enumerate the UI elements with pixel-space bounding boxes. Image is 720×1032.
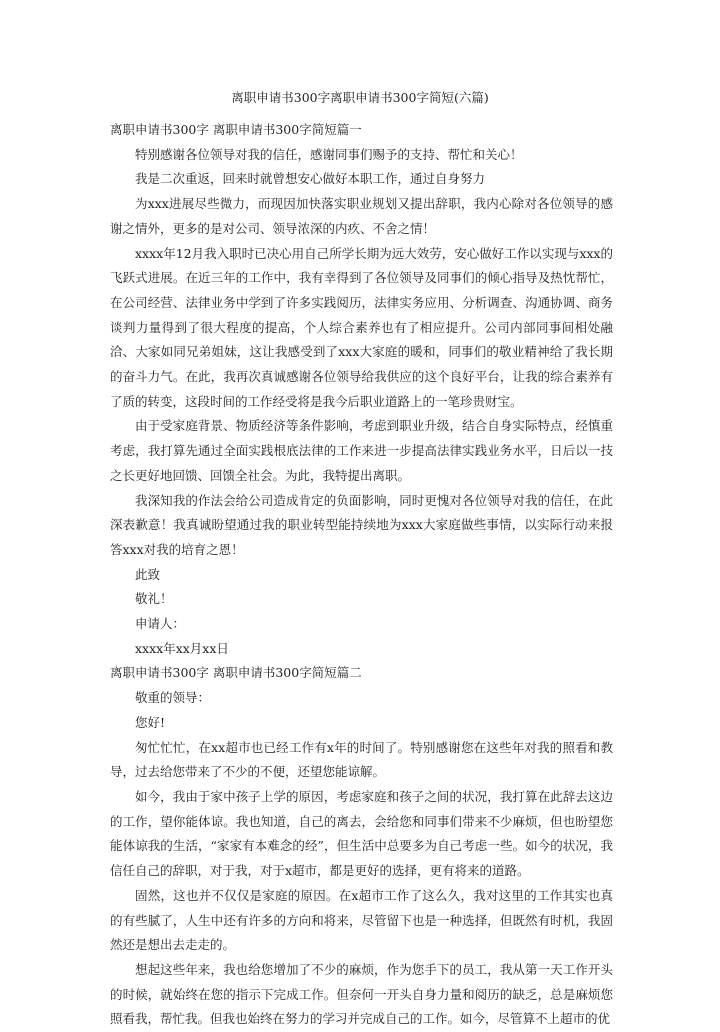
paragraph: 特别感谢各位领导对我的信任，感谢同事们赐予的支持、帮忙和关心！ <box>135 146 523 162</box>
greeting-line: 您好! <box>135 714 166 730</box>
closing-respect: 敬礼！ <box>135 591 173 607</box>
section-heading: 离职申请书300字 离职申请书300字简短篇一 <box>110 122 362 137</box>
document-body <box>110 118 613 1032</box>
greeting-line: 敬重的领导： <box>135 690 211 706</box>
paragraph: 匆忙忙忙，在xx超市也已经工作有x年的时间了。特别感谢您在这些年对我的照看和教导，过去给您带来了不少的不便，还望您能谅解。 <box>110 739 613 780</box>
document-title: 离职申请书300字离职申请书300字简短(六篇) <box>231 90 489 105</box>
paragraph: 固然，这也并不仅仅是家庭的原因。在x超市工作了这么久，我对这里的工作其实也真的有些腻了，人生中还有许多的方向和将来，尽管留下也是一种选择，但既然有时机，我固然还是想出去走走的。 <box>110 887 613 953</box>
applicant-label: 申请人： <box>135 616 186 632</box>
paragraph: 想起这些年来，我也给您增加了不少的麻烦，作为您手下的员工，我从第一天工作开头的时候，就始终在您的指示下完成工作。但奈何一开头自身力量和阅历的缺乏，总是麻烦您照看我，帮忙我。但我也始终在努力的学习并完成自己的工作。如今，尽管算不上超市的优 <box>110 961 613 1027</box>
section-heading: 离职申请书300字 离职申请书300字简短篇二 <box>110 665 362 681</box>
paragraph: 如今，我由于家中孩子上学的原因，考虑家庭和孩子之间的状况，我打算在此辞去这边的工作，望你能体谅。我也知道，自己的离去，会给您和同事们带来不少麻烦，但也盼望您能体谅我的生活，“家家有本难念的经”，但生活中总要多为自己考虑一些。如今的状况，我信任自己的辞职，对于我，对于x超市，都是更好的选择，更有将来的道路。 <box>110 788 613 879</box>
paragraph: 我是二次重返，回来时就曾想安心做好本职工作，通过自身努力 <box>135 171 486 187</box>
paragraph: 为xxx进展尽些微力，而现因加快落实职业规划又提出辞职，我内心除对各位领导的感谢之情外，更多的是对公司、领导浓深的内疚、不舍之情！ <box>110 196 613 236</box>
signature-date: xxxx年xx月xx日 <box>135 640 229 656</box>
paragraph: 由于受家庭背景、物质经济等条件影响，考虑到职业升级，结合自身实际特点，经慎重考虑，我打算先通过全面实践根底法律的工作来进一步提高法律实践业务水平，日后以一技之长更好地回馈、回馈全社会。为此，我特提出离职。 <box>110 418 613 483</box>
paragraph: xxxx年12月我入职时已决心用自己所学长期为远大效劳，安心做好工作以实现与xxx的飞跃式进展。在近三年的工作中，我有幸得到了各位领导及同事们的倾心指导及热忱帮忙，在公司经营、法律业务中学到了许多实践阅历，法律实务应用、分析调查、沟通协调、商务谈判力量得到了很大程度的提高，个人综合素养也有了相应提升。公司内部同事间相处融洽、大家如同兄弟姐妹，这让我感受到了xxx大家庭的暖和，同事们的敬业精神给了我长期的奋斗力气。在此，我再次真诚感谢各位领导给我供应的这个良好平台，让我的综合素养有了质的转变，这段时间的工作经受将是我今后职业道路上的一笔珍贵财宝。 <box>110 245 613 409</box>
closing-salutation: 此致 <box>135 566 161 582</box>
paragraph: 我深知我的作法会给公司造成肯定的负面影响，同时更愧对各位领导对我的信任，在此深表歉意！我真诚盼望通过我的职业转型能持续地为xxx大家庭做些事情，以实际行动来报答xxx对我的培育之恩！ <box>110 492 613 557</box>
